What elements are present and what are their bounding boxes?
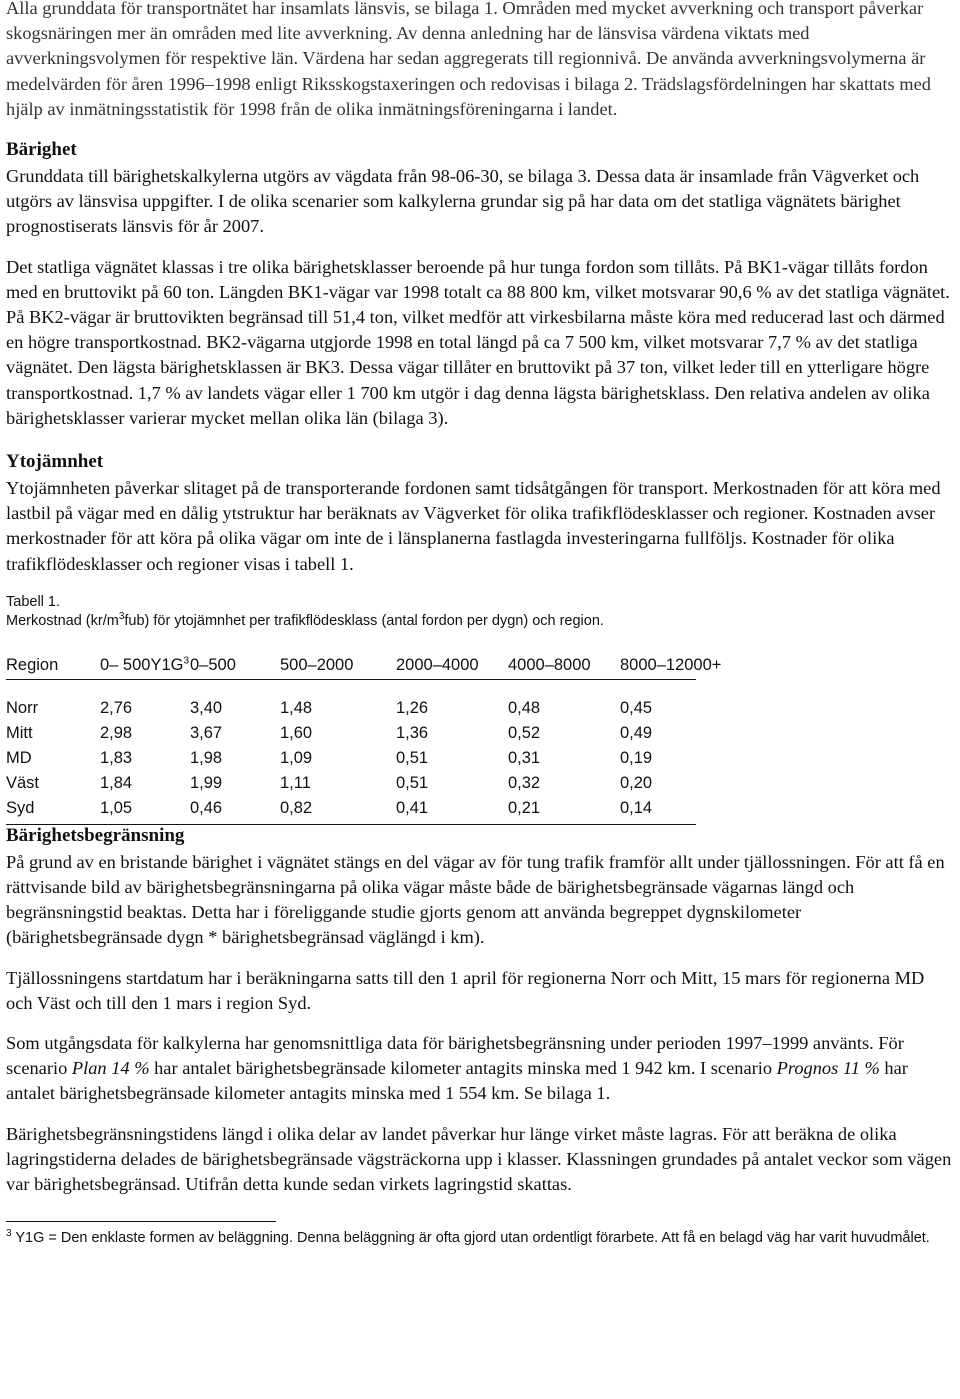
table-cell: 1,60 — [280, 723, 313, 742]
table-cell: 2,98 — [100, 723, 133, 742]
table-cell: 0,21 — [508, 798, 541, 817]
cost-table — [6, 645, 722, 825]
table-cell: Syd — [6, 798, 35, 817]
begransning-paragraph-4: Bärighetsbegränsningstidens längd i olika delar av landet påverkar hur länge virket måste lagras. För att beräkna de olika lagringstiderna delades de bärighetsbegränsade vägsträckorna upp i klasser. Klassningen grundades på antalet veckor som vägen var bärighetsbegränsad. Utifrån detta kunde sedan virkets lagringstid skattas. — [6, 1123, 952, 1195]
table-cell: 1,09 — [280, 748, 313, 767]
table-cell: 0,52 — [508, 723, 541, 742]
table-cell: 0,14 — [620, 798, 653, 817]
begransning-paragraph-1: På grund av en bristande bärighet i vägnätet stängs en del vägar av för tung trafik framför allt under tjällossningen. För att få en rättvisande bild av bärighetsbegränsningarna på olika vägar måste både de bärighetsbegränsade vägarnas längd och begränsningstid beaktas. Detta har i föreliggande studie gjorts genom att använda begreppet dygnskilometer (bärighetsbegränsade dygn * bärighetsbegränsad väglängd i km). — [6, 851, 945, 948]
table-cell: 1,11 — [280, 773, 311, 792]
table-cell: 0,32 — [508, 773, 541, 792]
table-cell: 1,83 — [100, 748, 133, 767]
document-page — [6, 0, 954, 1249]
footnote: $^3$ Y1G = Den enklaste formen av beläggning. Denna beläggning är ofta gjord utan ordentligt förarbete. Att få en belagd väg har varit huvudmålet. — [6, 1228, 930, 1247]
table-cell: 0,31 — [508, 748, 541, 767]
footnote-divider — [6, 1221, 276, 1222]
table-cell: 1,26 — [396, 698, 429, 717]
table-cell: 0,19 — [620, 748, 653, 767]
table-cell: 0,45 — [620, 698, 653, 717]
table-row — [6, 796, 696, 821]
table-cell: 0,49 — [620, 723, 653, 742]
table-cell: 1,48 — [280, 698, 313, 717]
table-row — [6, 721, 696, 746]
table-cell: 1,05 — [100, 798, 133, 817]
header-cell: 0–500 — [190, 655, 236, 674]
table-cell: 0,48 — [508, 698, 541, 717]
header-cell: Region — [6, 655, 59, 674]
header-cell: 2000–4000 — [396, 655, 479, 674]
header-cell: 0– $500Y1G^3$ — [100, 655, 190, 674]
ytojamnhet-paragraph: Ytojämnheten påverkar slitaget på de transporterande fordonen samt tidsåtgången för transport. Merkostnaden för att köra med lastbil på vägar med en dålig ytstruktur har beräknats av Vägverket för olika trafikflödesklasser och regioner. Kostnaden avser merkostnader för att köra på olika vägar om inte de i länsplanerna fastlagda investeringarna fullföljs. Kostnader för olika trafikflödesklasser och regioner visas i tabell 1. — [6, 478, 941, 574]
table-cell: 3,40 — [190, 698, 223, 717]
table-cell: 1,84 — [100, 773, 133, 792]
table-cell: Mitt — [6, 723, 33, 742]
table-cell: 0,82 — [280, 798, 313, 817]
table-cell: Väst — [6, 773, 40, 792]
table-cell: 1,99 — [190, 773, 223, 792]
intro-paragraph: Alla grunddata för transportnätet har insamlats länsvis, se bilaga 1. Områden med mycket avverkning och transport påverkar skogsnäringen mer än områden med lite avverkning. Av denna anledning har de länsvisa värdena viktats med avverkningsvolymen för respektive län. Värdena har sedan aggregerats till regionnivå. De använda avverkningsvolymerna är medelvärden för åren 1996–1998 enligt Riksskogstaxeringen och redovisas i bilaga 2. Trädslagsfördelningen har skattats med hjälp av inmätningsstatistik för 1998 från de olika inmätningsföreningarna i landet. — [6, 0, 931, 119]
heading-ytojamnhet: Ytojämnhet — [6, 451, 104, 473]
heading-barighetsbegransning: Bärighetsbegränsning — [6, 824, 185, 846]
scenario-prognos: Prognos 11 % — [776, 1058, 880, 1079]
table-cell: 3,67 — [190, 723, 223, 742]
barighet-paragraph-2: Det statliga vägnätet klassas i tre olika bärighetsklasser beroende på hur tunga fordon som tillåts. På BK1-vägar tillåts fordon med en bruttovikt på 60 ton. Längden BK1-vägar var 1998 totalt ca 88 800 km, vilket motsvarar 90,6 % av det statliga vägnätet. På BK2-vägar är bruttovikten begränsad till 51,4 ton, vilket medför att virkesbilarna måste köra med reducerad last och därmed en högre transportkostnad. BK2-vägarna utgjorde 1998 en total längd på ca 7 500 km, vilket motsvarar 7,7 % av det statliga vägnätet. Den lägsta bärighetsklassen är BK3. Dessa vägar tillåter en bruttovikt på 37 ton, vilket leder till en ytterligare högre transportkostnad. 1,7 % av landets vägar eller 1 700 km utgör i dag denna lägsta bärighetsklass. Den relativa andelen av olika bärighetsklasser varierar mycket mellan olika län (bilaga 3). — [6, 256, 950, 428]
table-cell: 0,46 — [190, 798, 223, 817]
table-cell: 2,76 — [100, 698, 133, 717]
table-cell: 1,36 — [396, 723, 429, 742]
heading-barighet: Bärighet — [6, 139, 77, 161]
table-row — [6, 696, 696, 721]
table-row — [6, 771, 696, 796]
barighet-paragraph-1: Grunddata till bärighetskalkylerna utgörs av vägdata från 98-06-30, se bilaga 3. Dessa data är insamlade från Vägverket och utgörs av länsvisa uppgifter. I de olika scenarier som kalkylerna grundar sig på har data om det statliga vägnätets bärighet prognostiserats länsvis för år 2007. — [6, 166, 920, 237]
table-row — [6, 746, 696, 771]
header-cell: 4000–8000 — [508, 655, 591, 674]
header-cell: 500–2000 — [280, 655, 354, 674]
table-cell: 0,51 — [396, 748, 429, 767]
table-cell: MD — [6, 748, 32, 767]
table-body — [6, 680, 696, 825]
table-cell: Norr — [6, 698, 39, 717]
table-label: Tabell 1. — [6, 593, 61, 610]
table-caption: Merkostnad $(kr/m^3fub)$ för ytojämnhet per trafikflödesklass (antal fordon per dygn) och region. — [6, 611, 604, 629]
table-cell: 1,98 — [190, 748, 223, 767]
table-cell: 0,41 — [396, 798, 429, 817]
scenario-plan: Plan 14 % — [71, 1058, 150, 1079]
header-cell: 8000–12000+ — [620, 655, 722, 674]
begransning-paragraph-2: Tjällossningens startdatum har i beräkningarna satts till den 1 april för regionerna Norr och Mitt, 15 mars för regionerna MD och Väst och till den 1 mars i region Syd. — [6, 967, 925, 1013]
table-header-row — [6, 645, 722, 680]
table-cell: 0,20 — [620, 773, 653, 792]
table-cell: 0,51 — [396, 773, 429, 792]
begransning-paragraph-3: Som utgångsdata för kalkylerna har genomsnittliga data för bärighetsbegränsning under perioden 1997–1999 använts. För scenario Plan 14 % har antalet bärighetsbegränsade kilometer antagits minska med 1 942 km. I scenario Prognos 11 % har antalet bärighetsbegränsade kilometer antagits minska med 1 554 km. Se bilaga 1. — [6, 1033, 908, 1104]
